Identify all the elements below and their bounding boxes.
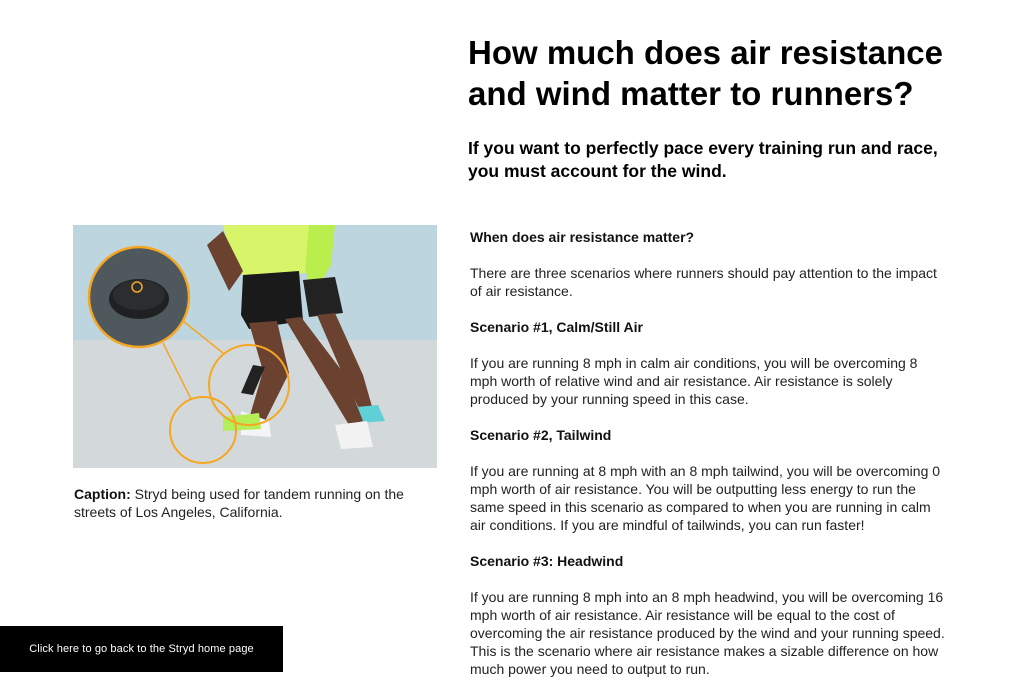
caption-label: Caption: bbox=[74, 486, 131, 502]
scenario-1-paragraph: If you are running 8 mph in calm air conditions, you will be overcoming 8 mph worth of relative wind and air resistance. Air resistance is solely produced by your running speed in this case. bbox=[470, 355, 918, 407]
page-title: How much does air resistance and wind matter to runners? bbox=[468, 34, 944, 112]
home-page-link[interactable]: Click here to go back to the Stryd home page bbox=[0, 626, 283, 672]
scenario-2-heading: Scenario #2, Tailwind bbox=[470, 427, 612, 443]
scenario-3-paragraph: If you are running 8 mph into an 8 mph headwind, you will be overcoming 16 mph worth of air resistance. Air resistance will be equal to the cost of overcoming the air resistance produced by the wind and your running speed. This is the scenario where air resistance makes a sizable difference on how much power you need to output to run. bbox=[470, 589, 945, 677]
scenario-1-heading: Scenario #1, Calm/Still Air bbox=[470, 319, 643, 335]
intro-paragraph: There are three scenarios where runners should pay attention to the impact of air resistance. bbox=[470, 265, 937, 299]
runners-illustration bbox=[73, 225, 437, 468]
scenario-3-heading: Scenario #3: Headwind bbox=[470, 553, 624, 569]
article-body bbox=[470, 228, 946, 696]
scenario-2-paragraph: If you are running at 8 mph with an 8 mph tailwind, you will be overcoming 0 mph worth of air resistance. You will be outputting less energy to run the same speed in this scenario as compared to when you are running in calm air conditions. If you are mindful of tailwinds, you can run faster! bbox=[470, 463, 941, 533]
page-subtitle: If you want to perfectly pace every training run and race, you must account for the wind. bbox=[468, 138, 938, 181]
runners-photo bbox=[73, 225, 437, 468]
photo-caption bbox=[74, 485, 424, 521]
caption-text: Stryd being used for tandem running on the streets of Los Angeles, California. bbox=[74, 486, 404, 520]
section-heading: When does air resistance matter? bbox=[470, 229, 695, 245]
